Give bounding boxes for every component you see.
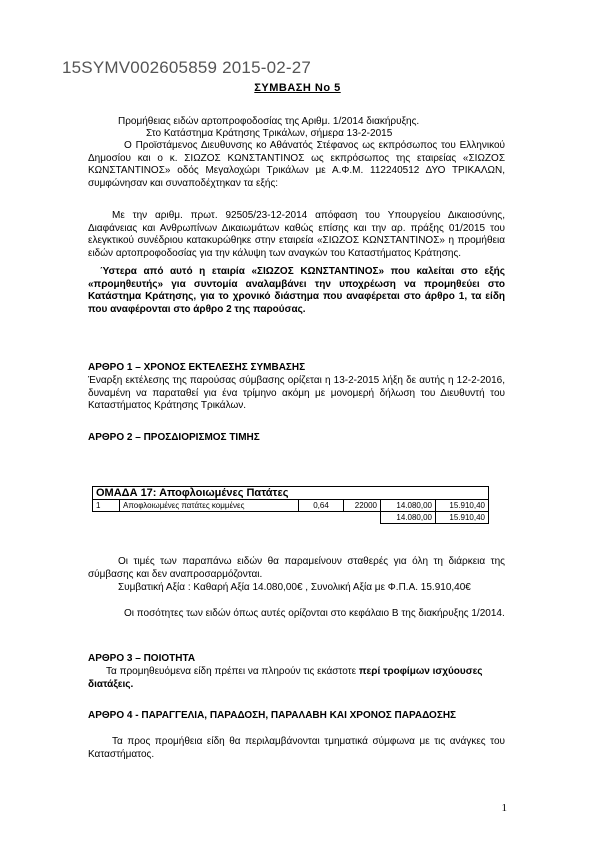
page-number: 1 — [501, 802, 507, 814]
intro-line-1: Προμήθειας ειδών αρτοπροφοδοσίας της Αριθμ. 1/2014 διακήρυξης. — [118, 116, 420, 127]
contract-title: ΣΥΜΒΑΣΗ Νο 5 — [254, 82, 341, 94]
article-3-paragraph — [88, 666, 505, 691]
table-row — [93, 500, 489, 512]
cell-empty — [93, 512, 381, 524]
article-2-heading: ΑΡΘΡΟ 2 – ΠΡΟΣΔΙΟΡΙΣΜΟΣ ΤΙΜΗΣ — [88, 432, 260, 443]
cell-net-value: 14.080,00 — [381, 500, 436, 512]
article-3-bold-text: περί τροφίμων ισχύουσες διατάξεις. — [88, 666, 483, 690]
prices-fixed-text: Οι τιμές των παραπάνω ειδών θα παραμείνουν σταθερές για όλη τη διάρκεια της σύμβασης και δεν αναπροσαρμόζονται. — [88, 556, 505, 580]
cell-description: Αποφλοιωμένες πατάτες κομμένες — [120, 500, 299, 512]
group-title: ΟΜΑΔΑ 17: Αποφλοιωμένες Πατάτες — [93, 487, 489, 500]
article-4-heading: ΑΡΘΡΟ 4 - ΠΑΡΑΓΓΕΛΙΑ, ΠΑΡΑΔΟΣΗ, ΠΑΡΑΛΑΒΗ ΚΑΙ ΧΡΟΝΟΣ ΠΑΡΑΔΟΣΗΣ — [88, 710, 457, 721]
total-net-value: 14.080,00 — [381, 512, 436, 524]
table-group-row — [93, 487, 489, 500]
quantities-text: Οι ποσότητες των ειδών όπως αυτές ορίζονται στο κεφάλαιο Β της διακήρυξης 1/2014. — [124, 608, 505, 619]
article-3-heading: ΑΡΘΡΟ 3 – ΠΟΙΟΤΗΤΑ — [88, 653, 196, 664]
cell-aa: 1 — [93, 500, 120, 512]
article-3-text: Τα προμηθευόμενα είδη πρέπει να πληρούν τις εκάστοτε — [106, 666, 357, 677]
paragraph-award: Με την αριθμ. πρωτ. 92505/23-12-2014 απόφαση του Υπουργείου Δικαιοσύνης, Διαφάνειας και Ανθρωπίνων Δικαιωμάτων καθώς επίσης και την αρ. πράξης 01/2015 του ελεγκτικού συνέδριου κατακυρώθηκε στην εταιρεία «ΣΙΩΖΟΣ ΚΩΝΣΤΑΝΤΙΝΟΣ» η προμήθεια ειδών αρτοπροφοδοσίας για την κάλυψη των αναγκών του Καταστήματος Κράτησης. — [88, 210, 505, 259]
table-total-row — [93, 512, 489, 524]
document-id-stamp: 15SYMV002605859 2015-02-27 — [62, 58, 312, 77]
article-1-text: Έναρξη εκτέλεσης της παρούσας σύμβασης ορίζεται η 13-2-2015 λήξη δε αυτής η 12-2-2016, δυναμένη να παραταθεί για ένα τρίμηνο ακόμη με μονομερή δήλωση του Διευθυντή του Καταστήματος Κράτησης Τρικάλων. — [88, 375, 505, 412]
cell-total-value: 15.910,40 — [436, 500, 489, 512]
paragraph-supplier: Ύστερα από αυτό η εταιρία «ΣΙΩΖΟΣ ΚΩΝΣΤΑΝΤΙΝΟΣ» που καλείται στο εξής «προμηθευτής» για συντομία αναλαμβάνει την υποχρέωση να προμηθεύει στο Κατάστημα Κράτησης, για το χρονικό διάστημα που αναφέρεται στο άρθρο 1, τα είδη που αναφέρονται στο άρθρο 2 της παρούσας. — [88, 266, 505, 315]
price-table — [92, 486, 489, 524]
total-gross-value: 15.910,40 — [436, 512, 489, 524]
contract-value-text: Συμβατική Αξία : Καθαρή Αξία 14.080,00€ , Συνολική Αξία με Φ.Π.Α. 15.910,40€ — [118, 582, 471, 593]
cell-quantity: 22000 — [344, 500, 381, 512]
paragraph-parties: Ο Προϊστάμενος Διευθυνσης κο Αθάνατός Στέφανος ως εκπρόσωπος του Ελληνικού Δημοσίου και ο κ. ΣΙΩΖΟΣ ΚΩΝΣΤΑΝΤΙΝΟΣ ως εκπρόσωπος της εταιρείας «ΣΙΩΖΟΣ ΚΩΝΣΤΑΝΤΙΝΟΣ» οδός Μεγαλοχώρι Τρικάλων με Α.Φ.Μ. 112240512 ΔΥΟ ΤΡΙΚΑΛΩΝ, συμφώνησαν και συναποδέχτηκαν τα εξής: — [88, 140, 505, 189]
cell-unit-price: 0,64 — [299, 500, 344, 512]
article-1-heading: ΑΡΘΡΟ 1 – ΧΡΟΝΟΣ ΕΚΤΕΛΕΣΗΣ ΣΥΜΒΑΣΗΣ — [88, 362, 306, 373]
article-4-text: Τα προς προμήθεια είδη θα περιλαμβάνονται τμηματικά σύμφωνα με τις ανάγκες του Καταστήματος. — [88, 736, 505, 760]
intro-line-2: Στο Κατάστημα Κράτησης Τρικάλων, σήμερα 13-2-2015 — [146, 128, 393, 139]
